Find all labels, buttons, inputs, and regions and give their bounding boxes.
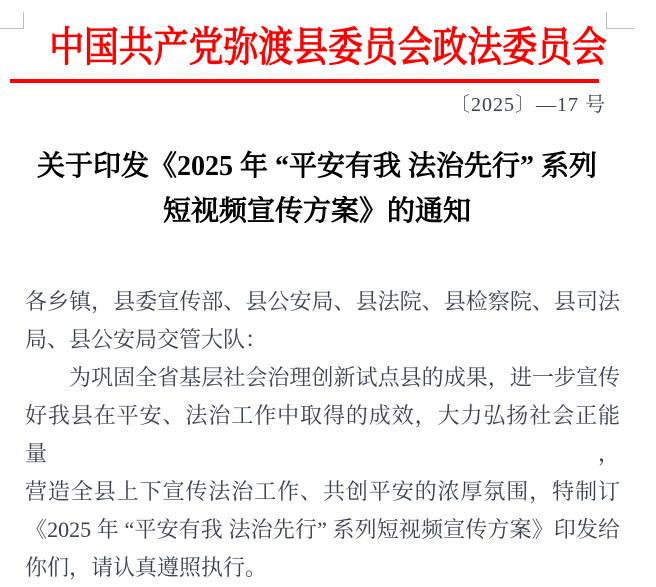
masthead xyxy=(0,20,634,74)
document-body xyxy=(25,283,620,587)
body-line-recipients-1: 各乡镇，县委宣传部、县公安局、县法院、县检察院、县司法 xyxy=(25,289,620,314)
body-line-recipients-2: 局、县公安局交管大队： xyxy=(25,327,268,352)
body-line-paragraph-1: 为巩固全省基层社会治理创新试点县的成果，进一步宣传 xyxy=(69,365,620,390)
document-title xyxy=(0,144,634,234)
document-title-line2: 短视频宣传方案》的通知 xyxy=(162,196,471,227)
document-number: 〔2025〕—17 号 xyxy=(450,94,606,116)
body-line-paragraph-2: 好我县在平安、法治工作中取得的成效，大力弘扬社会正能量， xyxy=(25,403,620,466)
issuing-authority-name: 中国共产党弥渡县委员会政法委员会 xyxy=(49,24,607,70)
masthead-divider-line xyxy=(10,79,599,83)
document-title-line1: 关于印发《2025 年 “平安有我 法治先行” 系列 xyxy=(36,151,597,182)
body-line-paragraph-5: 你们，请认真遵照执行。 xyxy=(25,555,268,580)
body-line-paragraph-3: 营造全县上下宣传法治工作、共创平安的浓厚氛围，特制订 xyxy=(25,479,620,504)
body-line-paragraph-4: 《2025 年 “平安有我 法治先行” 系列短视频宣传方案》印发给 xyxy=(25,517,620,542)
